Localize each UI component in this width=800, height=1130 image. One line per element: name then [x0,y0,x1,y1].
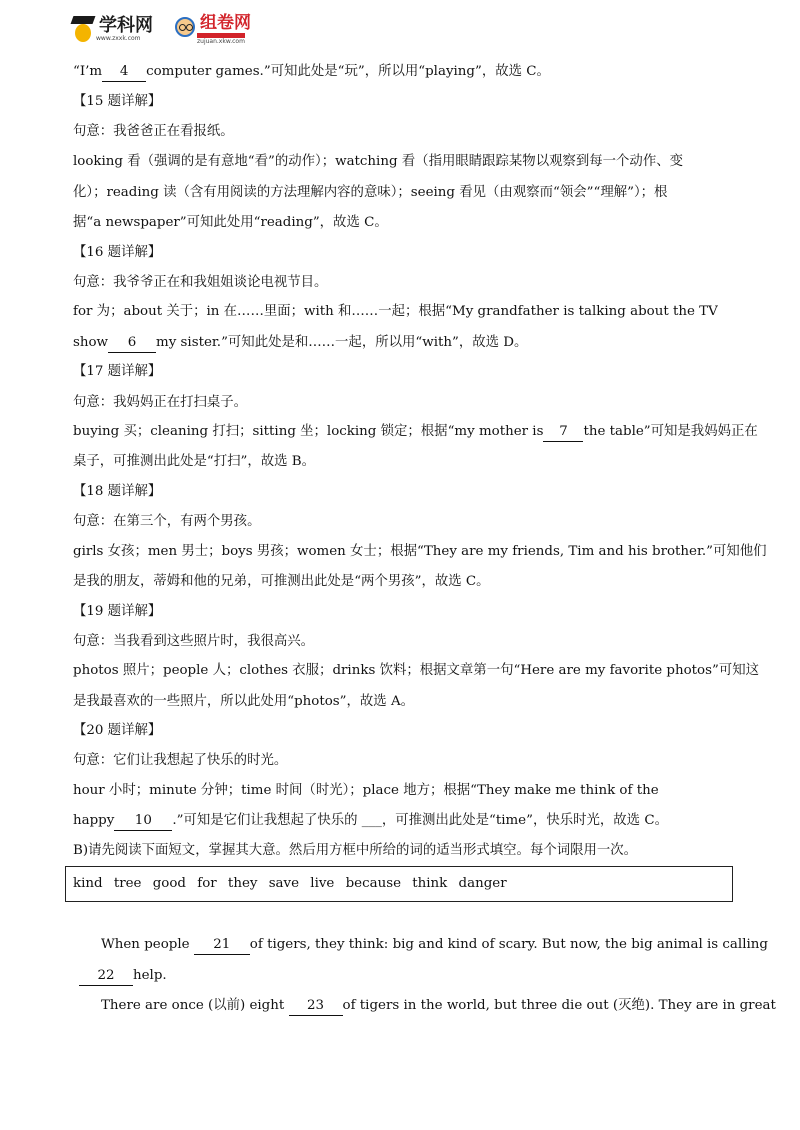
explain-15: looking 看（强调的是有意地“看”的动作）；watching 看（指用眼睛跟踪某物以观察到每一个动作、变 [73,154,683,169]
explain-15: 据“a newspaper”可知此处用“reading”，故选 C。 [73,215,388,230]
blank-6: 6 [108,334,156,353]
blank-4: 4 [102,63,146,82]
text: When people [101,937,190,952]
word-bank-box [65,866,733,902]
heading-20: 【20 题详解】 [73,723,162,738]
meaning-16: 句意：我爷爷正在和我姐姐谈论电视节目。 [73,275,328,290]
passage-line [101,997,776,1016]
text: the table”可知是我妈妈正在 [583,424,758,439]
text: happy [73,813,115,828]
explain-17 [73,423,758,442]
text: of tigers, they think: big and kind of scary. But now, the big animal is calling [249,937,768,952]
passage-line [79,967,167,986]
explain-17: 桌子，可推测出此处是“打扫”，故选 B。 [73,454,316,469]
blank-22[interactable]: 22 [79,967,133,986]
explain-16: for 为；about 关于；in 在……里面；with 和……一起；根据“My grandfather is talking about the TV [73,304,718,319]
explain-19: 是我最喜欢的一些照片，所以此处用“photos”，故选 A。 [73,694,415,709]
text: show [73,335,109,350]
blank-21[interactable]: 21 [194,936,250,955]
mascot-icon [173,15,197,43]
heading-16: 【16 题详解】 [73,245,162,260]
explain-20: hour 小时；minute 分钟；time 时间（时光）；place 地方；根据“They make me think of the [73,783,659,798]
logo-zxxk-name: 学科网 [99,14,153,36]
explain-20 [73,812,668,831]
logo-zujuan[interactable] [197,13,251,46]
answer-line [73,63,550,82]
blank-10: 10 [114,812,172,831]
heading-17: 【17 题详解】 [73,364,162,379]
logo-zujuan-url: zujuan.xkw.com [197,37,245,45]
explain-15: 化）；reading 读（含有用阅读的方法理解内容的意味）；seeing 看见（由观察而“领会”“理解”）；根 [73,185,668,200]
logo-zxxk[interactable] [96,16,153,43]
logo-zujuan-name: 组卷网 [200,12,251,33]
explain-18: 是我的朋友，蒂姆和他的兄弟，可推测出此处是“两个男孩”，故选 C。 [73,574,490,589]
text: .”可知是它们让我想起了快乐的 ___，可推测出此处是“time”，快乐时光，故选 C。 [172,813,668,828]
text: buying 买；cleaning 打扫；sitting 坐；locking 锁定；根据“my mother is [73,424,544,439]
text: of tigers in the world, but three die out (灭绝). They are in great [342,998,776,1013]
blank-23[interactable]: 23 [289,997,343,1016]
text: computer games.”可知此处是“玩”，所以用“playing”，故选 C。 [146,64,550,79]
site-logos [72,12,251,46]
explain-19: photos 照片；people 人；clothes 衣服；drinks 饮料；根据文章第一句“Here are my favorite photos”可知这 [73,663,759,678]
blank-7: 7 [543,423,583,442]
meaning-15: 句意：我爸爸正在看报纸。 [73,124,234,139]
explain-18: girls 女孩；men 男士；boys 男孩；women 女士；根据“They are my friends, Tim and his brother.”可知他们 [73,544,767,559]
meaning-19: 句意：当我看到这些照片时，我很高兴。 [73,634,315,649]
meaning-17: 句意：我妈妈正在打扫桌子。 [73,395,248,410]
heading-15: 【15 题详解】 [73,94,162,109]
meaning-18: 句意：在第三个，有两个男孩。 [73,514,261,529]
passage-line [101,936,768,955]
logo-zxxk-url: www.zxxk.com [96,34,141,42]
word-bank: kind tree good for they save live because think danger [73,876,507,891]
graduation-cap-icon [72,14,96,44]
heading-19: 【19 题详解】 [73,604,162,619]
text: “I’m [73,64,103,79]
section-b-instruction: B)请先阅读下面短文，掌握其大意。然后用方框中所给的词的适当形式填空。每个词限用一次。 [73,843,638,858]
text: my sister.”可知此处是和……一起，所以用“with”，故选 D。 [156,335,528,350]
meaning-20: 句意：它们让我想起了快乐的时光。 [73,753,288,768]
text: There are once (以前) eight [101,998,285,1013]
text: help. [133,968,167,983]
explain-16 [73,334,527,353]
heading-18: 【18 题详解】 [73,484,162,499]
